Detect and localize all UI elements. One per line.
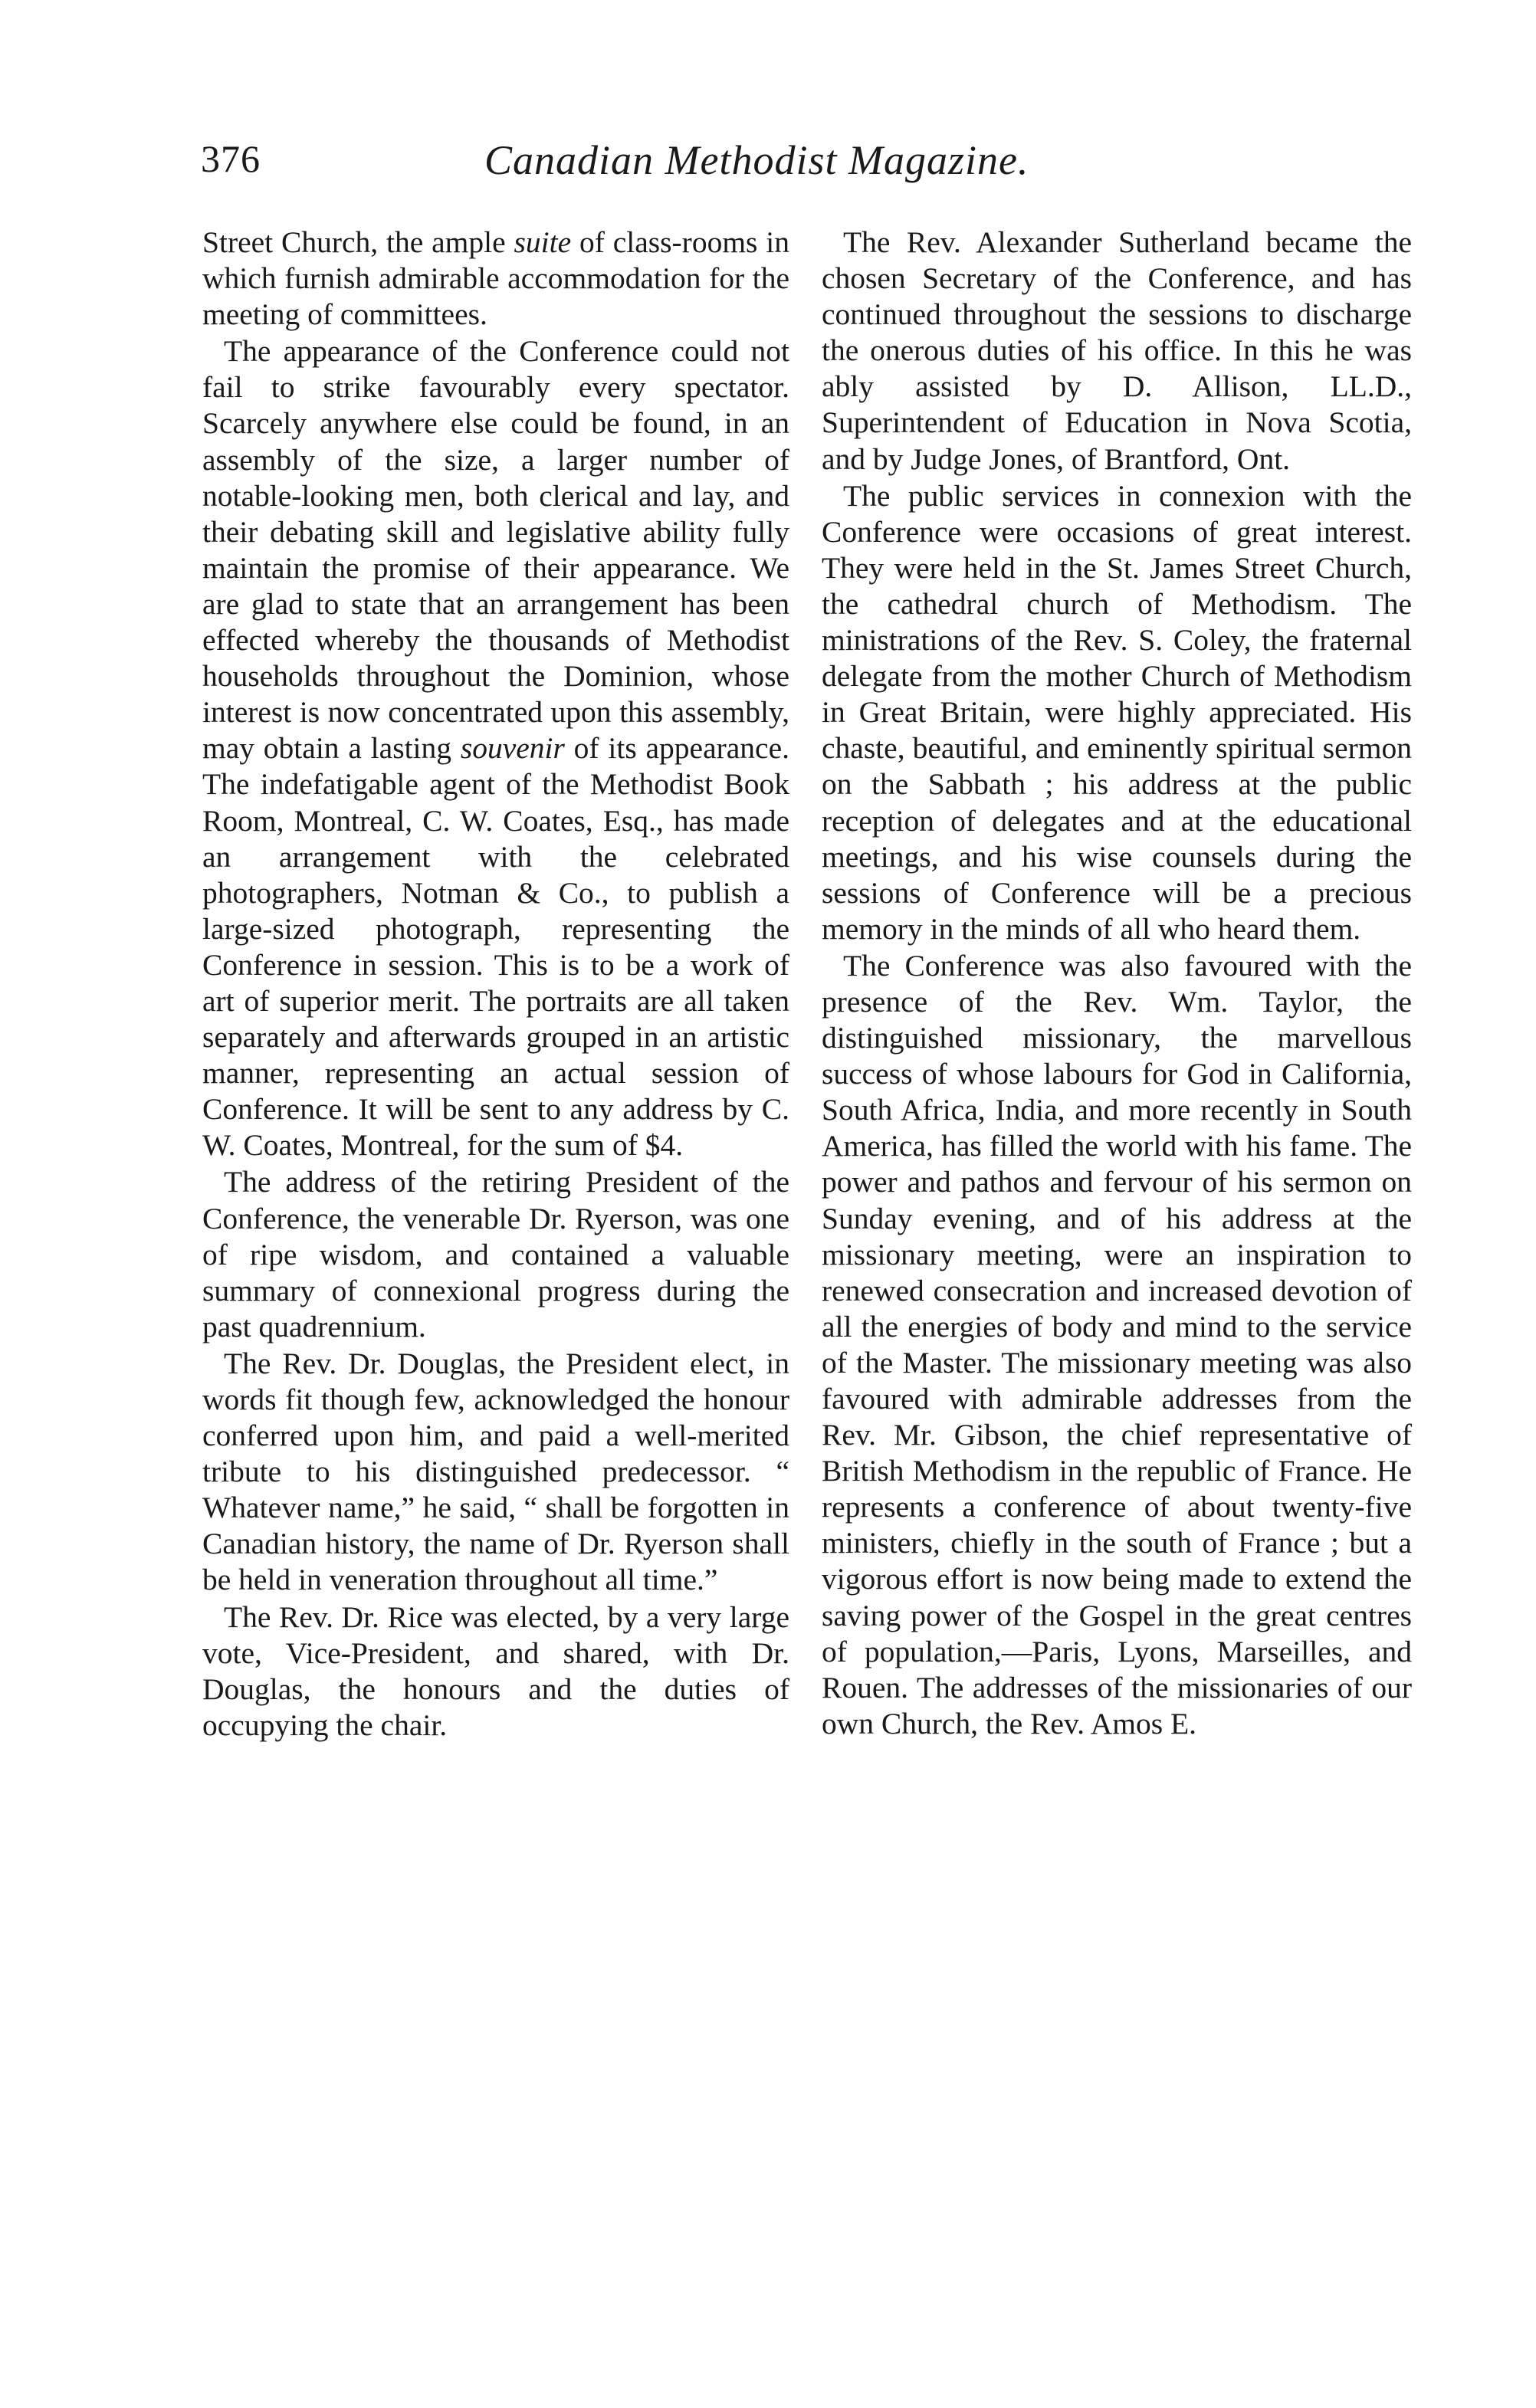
italic-term: souvenir xyxy=(460,731,565,766)
left-column xyxy=(202,225,789,1744)
running-title: Canadian Methodist Magazine. xyxy=(484,137,1029,183)
right-column xyxy=(822,225,1412,1742)
paragraph: The public services in connexion with the Conference were occasions of great interest. They were held in the St. James Street Church, the cathedral church of Methodism. The ministrations of the Rev. S. Coley, the fraternal delegate from the mother Church of Methodism in Great Britain, were highly appreciated. His chaste, beautiful, and eminently spiritual sermon on the Sabbath ; his address at the public reception of delegates and at the educational meetings, and his wise counsels during the sessions of Conference will be a precious memory in the minds of all who heard them. xyxy=(822,478,1412,946)
paragraph: The address of the retiring President of the Conference, the venerable Dr. Ryerson, was one of ripe wisdom, and contained a valuable summary of connexional progress during the past quadrennium. xyxy=(202,1165,789,1343)
paragraph: The Rev. Alexander Sutherland became the chosen Secretary of the Conference, and has continued throughout the sessions to discharge the onerous duties of his office. In this he was ably assisted by D. Allison, LL.D., Superintendent of Education in Nova Scotia, and by Judge Jones, of Brantford, Ont. xyxy=(822,225,1412,476)
paragraph: The Conference was also favoured with the presence of the Rev. Wm. Taylor, the distinguished missionary, the marvellous success of whose labours for God in California, South Africa, India, and more recently in South America, has filled the world with his fame. The power and pathos and fervour of his sermon on Sunday evening, and of his address at the missionary meeting, were an inspiration to renewed consecration and increased devotion of all the energies of body and mind to the service of the Master. The missionary meeting was also favoured with admirable addresses from the Rev. Mr. Gibson, the chief representative of British Methodism in the republic of France. He represents a conference of about twenty-five ministers, chiefly in the south of France ; but a vigorous effort is now being made to extend the saving power of the Gospel in the great centres of population,—Paris, Lyons, Marseilles, and Rouen. The addresses of the missionaries of our own Church, the Rev. Amos E. xyxy=(822,948,1412,1740)
italic-term: suite xyxy=(514,225,572,259)
page-number: 376 xyxy=(201,137,261,180)
paragraph: Street Church, the ample suite of class-rooms in which furnish admirable accommodation for the meeting of committees. xyxy=(202,225,789,332)
paragraph: The Rev. Dr. Douglas, the President elect, in words fit though few, acknowledged the honour conferred upon him, and paid a well-merited tribute to his distinguished predecessor. “ Whatever name,” he said, “ shall be forgotten in Canadian history, the name of Dr. Ryerson shall be held in veneration throughout all time.” xyxy=(202,1346,789,1597)
paragraph: The Rev. Dr. Rice was elected, by a very large vote, Vice-President, and shared, with Dr. Douglas, the honours and the duties of occupying the chair. xyxy=(202,1599,789,1742)
page-header xyxy=(201,136,1412,198)
paragraph: The appearance of the Conference could not fail to strike favourably every spectator. Scarcely anywhere else could be found, in an assembly of the size, a larger number of notable-looking men, both clerical and lay, and their debating skill and legislative ability fully maintain the promise of their appearance. We are glad to state that an arrangement has been effected whereby the thousands of Methodist households throughout the Dominion, whose interest is now concentrated upon this assembly, may obtain a lasting souvenir of its appearance. The indefatigable agent of the Methodist Book Room, Montreal, C. W. Coates, Esq., has made an arrangement with the celebrated photographers, Notman & Co., to publish a large-sized photograph, representing the Conference in session. This is to be a work of art of superior merit. The portraits are all taken separately and afterwards grouped in an artistic manner, representing an actual session of Conference. It will be sent to any address by C. W. Coates, Montreal, for the sum of $4. xyxy=(202,334,789,1163)
